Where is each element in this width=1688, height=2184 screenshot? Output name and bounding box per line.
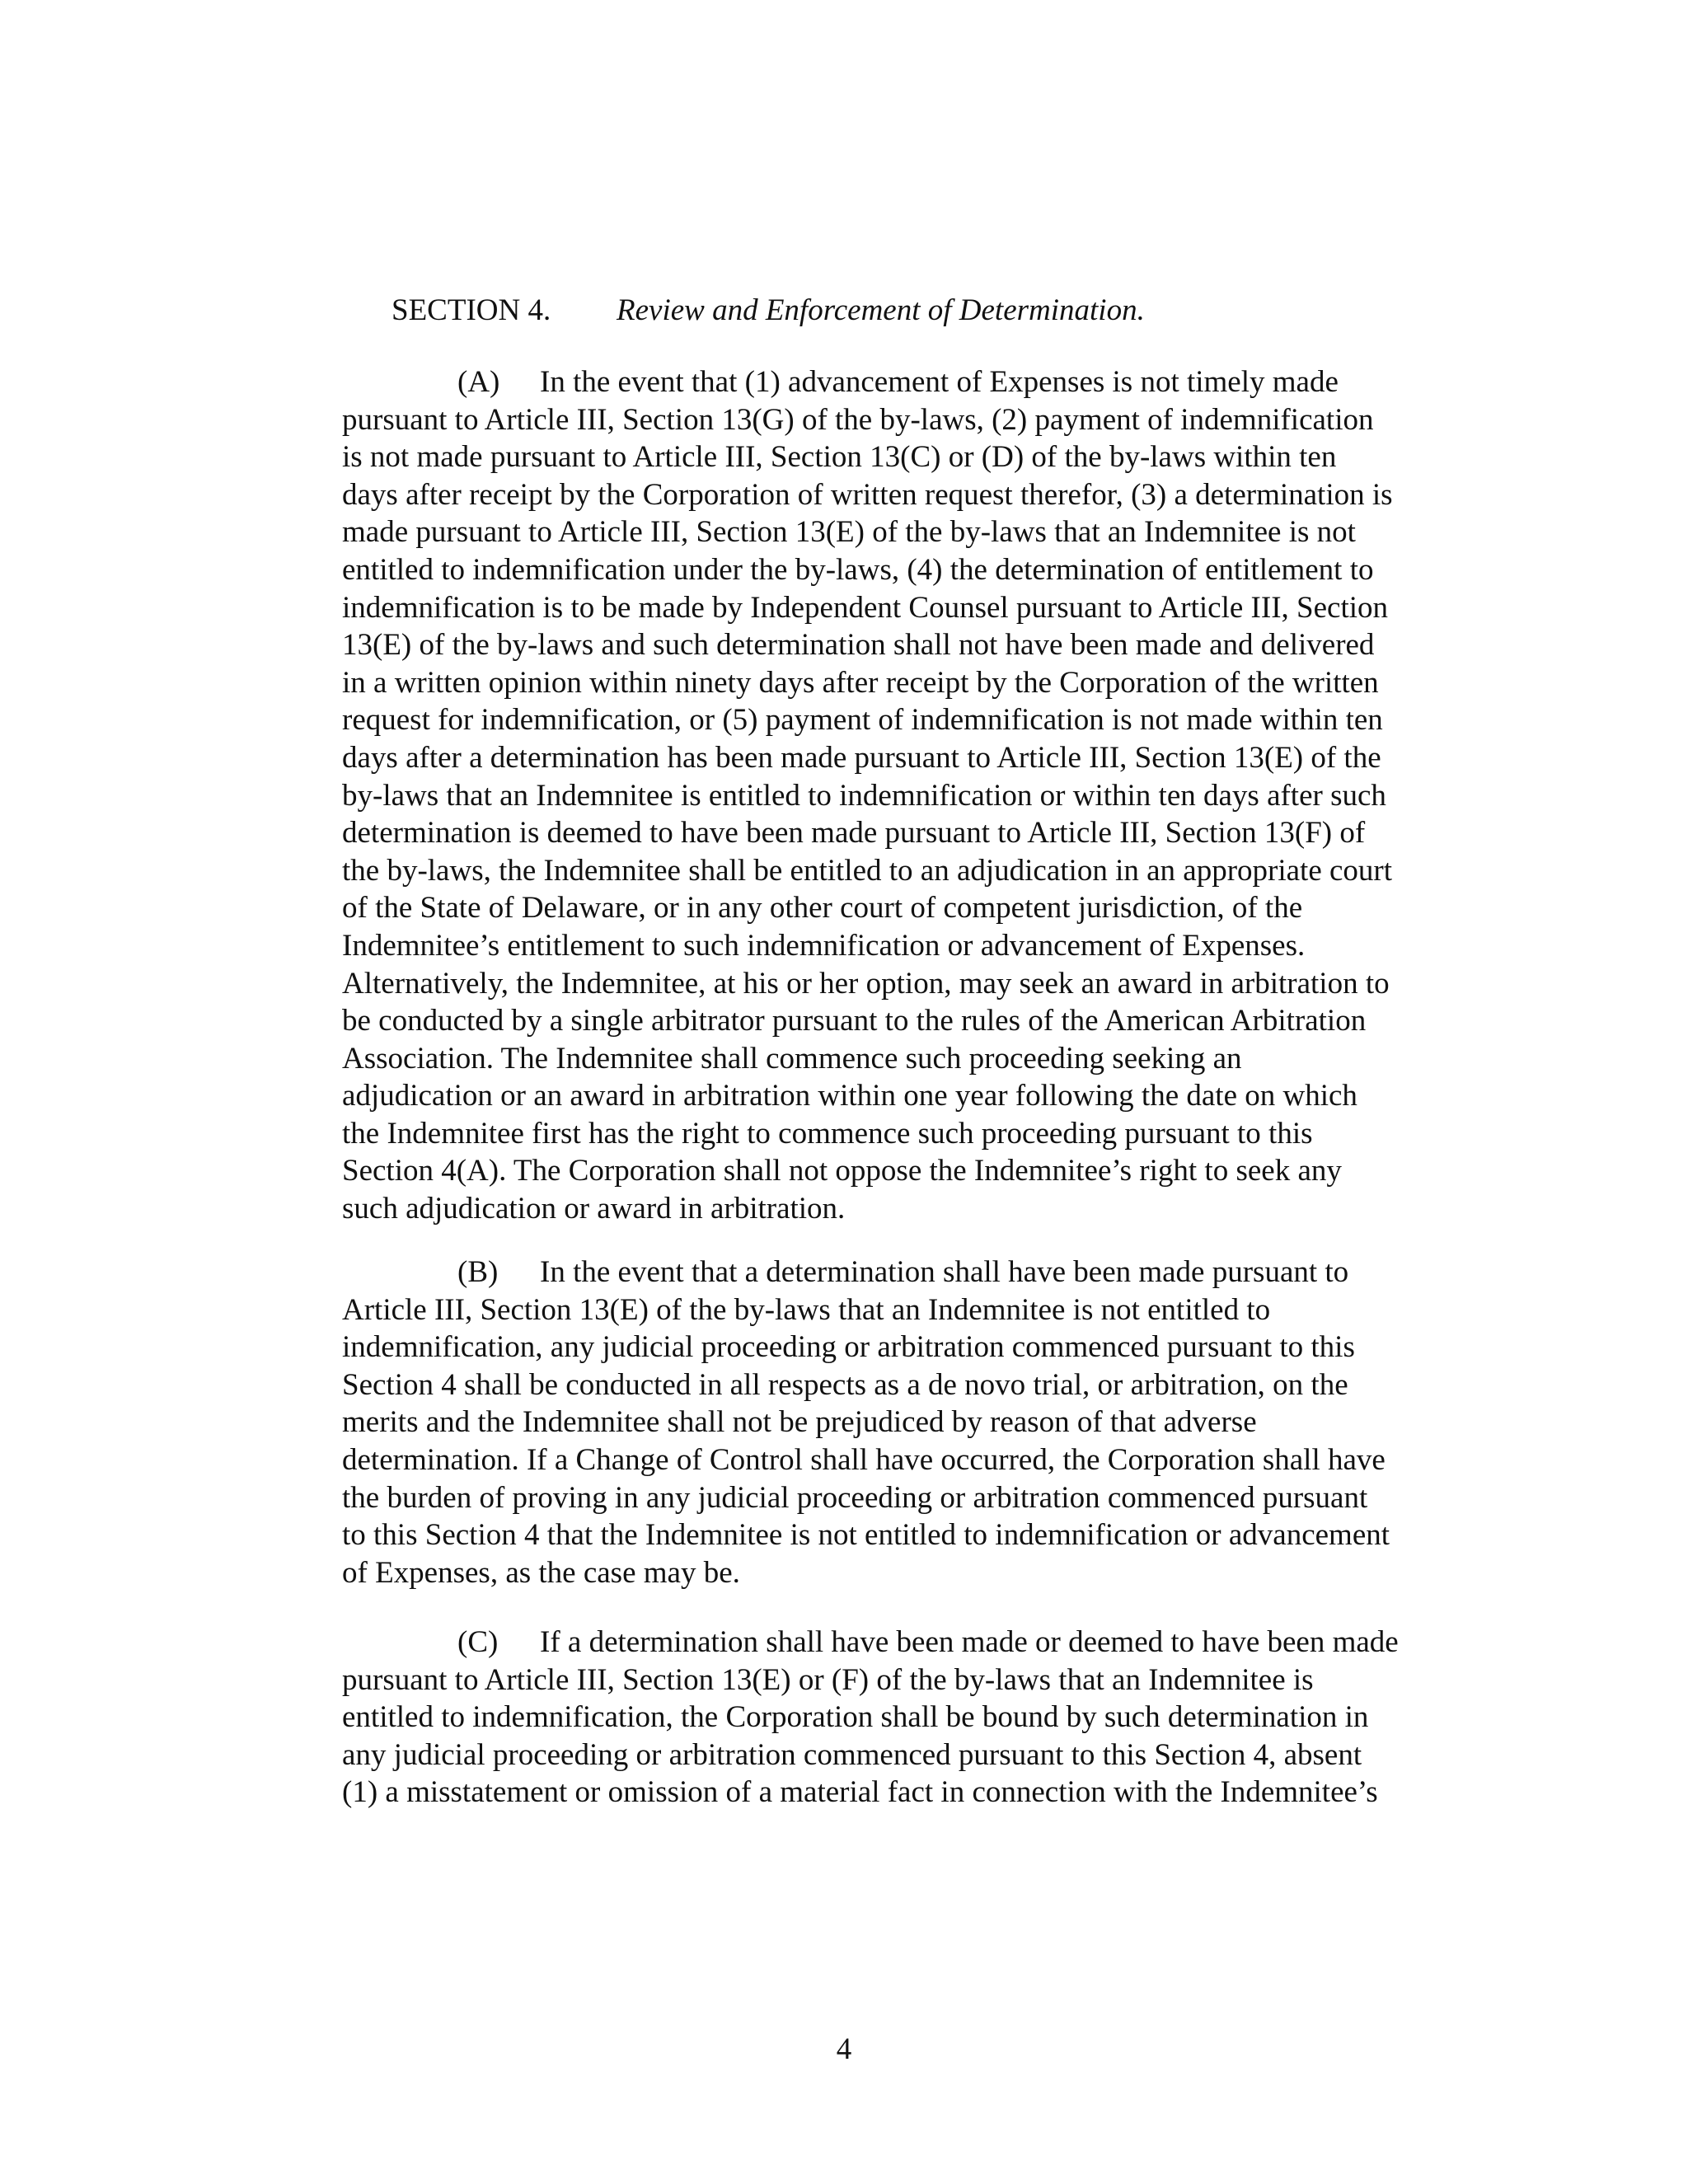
text-line: of Expenses, as the case may be. [342,1555,740,1590]
paragraph-label: (A) [457,365,500,399]
paragraph-first-line [342,1624,1484,1661]
text-line: If a determination shall have been made or deemed to have been made [540,1625,1399,1659]
paragraph-a [342,363,1484,1228]
text-line: 13(E) of the by-laws and such determination shall not have been made and delivered [342,628,1375,663]
text-line: In the event that a determination shall have been made pursuant to [540,1255,1349,1289]
text-line: of the State of Delaware, or in any other court of competent jurisdiction, of the [342,891,1303,926]
paragraph-first-line [342,363,1484,401]
text-line: entitled to indemnification under the by-laws, (4) the determination of entitlement to [342,552,1374,587]
paragraph-label: (B) [457,1255,499,1289]
text-line: in a written opinion within ninety days after receipt by the Corporation of the written [342,665,1379,700]
text-line: indemnification, any judicial proceeding or arbitration commenced pursuant to this [342,1330,1355,1365]
text-line: the Indemnitee first has the right to commence such proceeding pursuant to this [342,1116,1313,1151]
text-line: Section 4(A). The Corporation shall not oppose the Indemnitee’s right to seek any [342,1154,1342,1188]
text-line: by-laws that an Indemnitee is entitled to indemnification or within ten days after such [342,778,1386,813]
text-line: pursuant to Article III, Section 13(E) or (F) of the by-laws that an Indemnitee is [342,1662,1314,1697]
text-line: merits and the Indemnitee shall not be prejudiced by reason of that adverse [342,1405,1257,1440]
text-line: entitled to indemnification, the Corporation shall be bound by such determination in [342,1700,1369,1735]
page-number: 4 [836,2032,852,2066]
text-line: Indemnitee’s entitlement to such indemnification or advancement of Expenses. [342,928,1306,963]
text-line: the by-laws, the Indemnitee shall be entitled to an adjudication in an appropriate court [342,853,1393,888]
text-line: adjudication or an award in arbitration within one year following the date on which [342,1079,1357,1113]
text-line: determination is deemed to have been made pursuant to Article III, Section 13(F) of [342,816,1366,851]
text-line: such adjudication or award in arbitration. [342,1192,846,1226]
paragraph-c [342,1624,1484,1811]
text-line: (1) a misstatement or omission of a material fact in connection with the Indemnitee’s [342,1775,1378,1810]
text-line: is not made pursuant to Article III, Section 13(C) or (D) of the by-laws within ten [342,440,1337,475]
section-title: Review and Enforcement of Determination. [617,293,1145,327]
text-line: request for indemnification, or (5) payment of indemnification is not made within ten [342,703,1383,738]
paragraph-b [342,1254,1484,1591]
section-heading [392,292,1145,330]
text-line: pursuant to Article III, Section 13(G) of the by-laws, (2) payment of indemnification [342,402,1374,437]
text-line: Alternatively, the Indemnitee, at his or her option, may seek an award in arbitration to [342,966,1390,1001]
text-line: Section 4 shall be conducted in all respects as a de novo trial, or arbitration, on the [342,1367,1348,1402]
text-line: any judicial proceeding or arbitration commenced pursuant to this Section 4, absent [342,1737,1362,1772]
text-line: be conducted by a single arbitrator pursuant to the rules of the American Arbitration [342,1004,1367,1038]
section-number: SECTION 4. [392,293,551,327]
text-line: determination. If a Change of Control shall have occurred, the Corporation shall have [342,1442,1386,1477]
text-line: days after a determination has been made pursuant to Article III, Section 13(E) of the [342,740,1381,775]
text-line: days after receipt by the Corporation of written request therefor, (3) a determination is [342,477,1393,512]
text-line: indemnification is to be made by Independent Counsel pursuant to Article III, Section [342,590,1389,625]
text-line: Article III, Section 13(E) of the by-laws that an Indemnitee is not entitled to [342,1292,1271,1327]
text-line: the burden of proving in any judicial proceeding or arbitration commenced pursuant [342,1480,1368,1515]
text-line: In the event that (1) advancement of Expenses is not timely made [540,365,1339,399]
text-line: to this Section 4 that the Indemnitee is not entitled to indemnification or advancement [342,1518,1390,1553]
text-line: Association. The Indemnitee shall commence such proceeding seeking an [342,1041,1242,1076]
text-line: made pursuant to Article III, Section 13(E) of the by-laws that an Indemnitee is not [342,515,1356,550]
paragraph-first-line [342,1254,1484,1291]
paragraph-label: (C) [457,1625,499,1659]
